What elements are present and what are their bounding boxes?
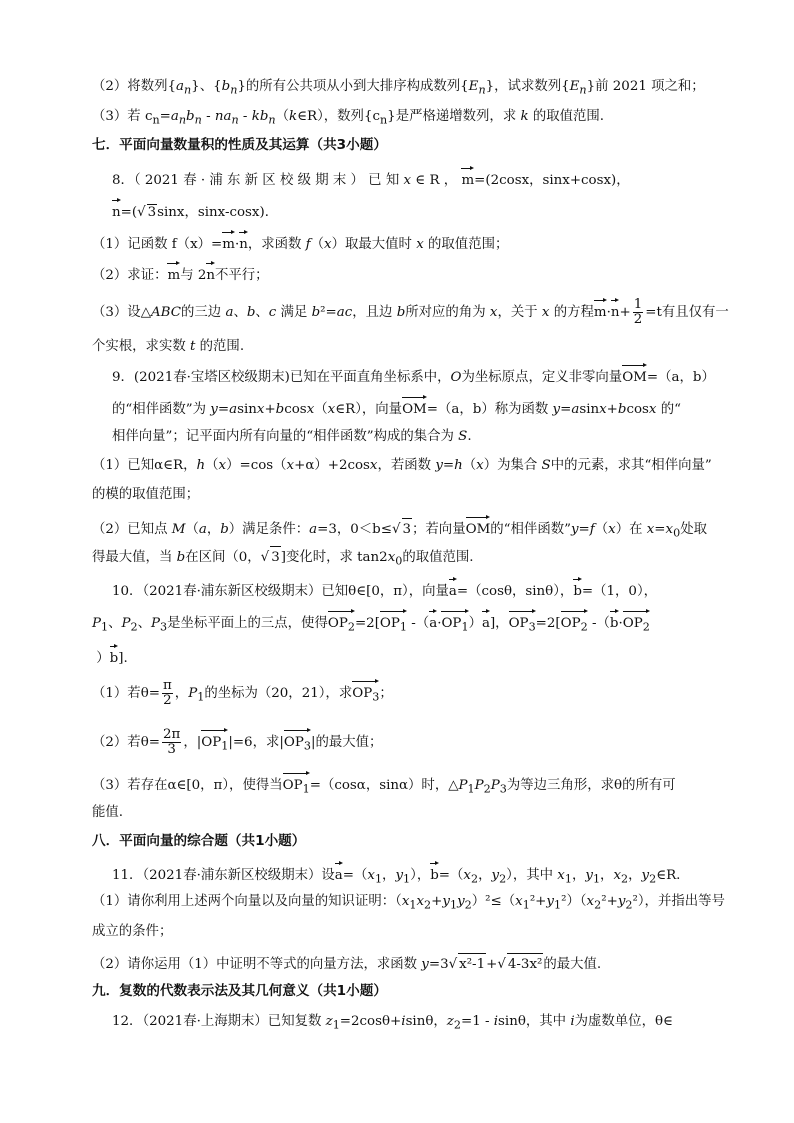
- text-line: 成立的条件；: [92, 924, 173, 939]
- text-line: （1）请你利用上述两个向量以及向量的知识证明：$(x_1x_2+y_1y_2)^2\le(x_1^2+y_1^2)(x_2^2+y_2^2)$，并指出等号: [92, 894, 725, 912]
- text-line: 11．（2021春·浦东新区校级期末）设$a=(x_1$，$y_1$），$b=(x_2$，$y_2$），其中 $x_1$，$y_1$，$x_2$，$y_2\in R$.: [112, 861, 720, 891]
- text-line: 的模的取值范围；: [92, 487, 200, 502]
- text-line: （3）设△ABC的三边 a、b、c 满足 b²=ac，且边 b所对应的角为 x，关于 x 的方程m·n+ $\frac{1}{2}$ =t有且仅有一: [92, 297, 729, 327]
- text-line: ）b].: [92, 644, 720, 670]
- text-line: （2）请你运用（1）中证明不等式的向量方法，求函数 y=3√ x²-1+√ 4-3x²的最大值.: [92, 953, 720, 976]
- text-line: 得最大值，当 b在区间（0，√ 3]变化时，求 $\tan 2x_0$的取值范围.: [92, 546, 720, 573]
- text-line: 能值.: [92, 805, 124, 820]
- text-line: （1）若θ= $\frac{\pi}{2}$ ，$P_1$的坐标为（20，21），求$OP_3$；: [92, 678, 393, 708]
- text-line: （3）若 $c_n=a_nb_n - na_n$ - $kb_n(k\in R)$，数列$\{c_n\}$是严格递增数列，求 k 的取值范围.: [92, 109, 605, 127]
- text-line: 相伴向量”；记平面内所有向量的“相伴函数”构成的集合为 S.: [112, 429, 472, 444]
- text-line: （2）已知点 M（a，b）满足条件：a=3，0＜b≤√ 3；若向量OM的“相伴函数”y=f（x）在 $x=x_0$处取: [92, 515, 720, 545]
- text-line: 9．(2021春·宝塔区校级期末)已知在平面直角坐标系中，O为坐标原点，定义非零向量OM=（a，b）: [112, 363, 720, 389]
- section-heading-8: 八．平面向量的综合题（共1小题）: [92, 833, 306, 849]
- text-line: （2）将数列$\{a_n\}$、$\{b_n\}$的所有公共项从小到大排序构成数列$\{E_n\}$，试求数列$\{E_n\}$前 2021 项之和；: [92, 79, 705, 97]
- section-heading-7: 七．平面向量数量积的性质及其运算（共3小题）: [92, 137, 387, 153]
- section-heading-9: 九．复数的代数表示法及其几何意义（共1小题）: [92, 983, 387, 999]
- text-line: （1）已知α∈R，h（x）=cos（x+α）+2cosx，若函数 y=h（x）为集合 S中的元素，求其“相伴向量”: [92, 458, 712, 473]
- text-line: 12．（2021春·上海期末）已知复数 $z_1=2\cos\theta+isin\theta$，$z_2=1 - isin\theta$，其中 i为虚数单位，θ∈: [112, 1014, 673, 1032]
- text-line: 个实根，求实数 t 的范围.: [92, 339, 245, 354]
- text-line: 的“相伴函数”为 y=asinx+bcosx（x∈R），向量OM=（a，b）称为函数 y=asinx+bcosx 的“: [112, 395, 720, 421]
- text-line: （2）若θ= $\frac{2\pi}{3}$ ，$|OP_1|=6$，求$|OP_3|$的最大值；: [92, 727, 383, 757]
- text-line: （3）若存在α∈[0，π），使得当$OP_1=(\cos\alpha$，sinα）时，$\triangle P_1P_2P_3$为等边三角形，求θ的所有可: [92, 771, 720, 801]
- text-line: （2）求证：m与 2n不平行；: [92, 261, 720, 287]
- text-line: n=(√ 3sinx，sinx-cosx)．: [112, 198, 720, 224]
- text-line: 10．（2021春·浦东新区校级期末）已知θ∈[0，π），向量a=（cosθ，sinθ），b=（1，0），: [112, 577, 720, 603]
- text-line: （1）记函数 f（x）=m·n，求函数 f（x）取最大值时 x 的取值范围；: [92, 230, 720, 256]
- text-line: $P_1$、$P_2$、$P_3$是坐标平面上的三点，使得$OP_2=2[OP_1$ $-(a\cdot OP_1)a$]，$OP_3=2[OP_2$ $-(b\cdot OP_2$: [92, 609, 720, 639]
- text-line: 8．（ 2021 春 · 浦 东 新 区 校 级 期 末 ） 已 知 x ∈ R ， m=(2cosx，sinx+cosx)，: [112, 166, 720, 192]
